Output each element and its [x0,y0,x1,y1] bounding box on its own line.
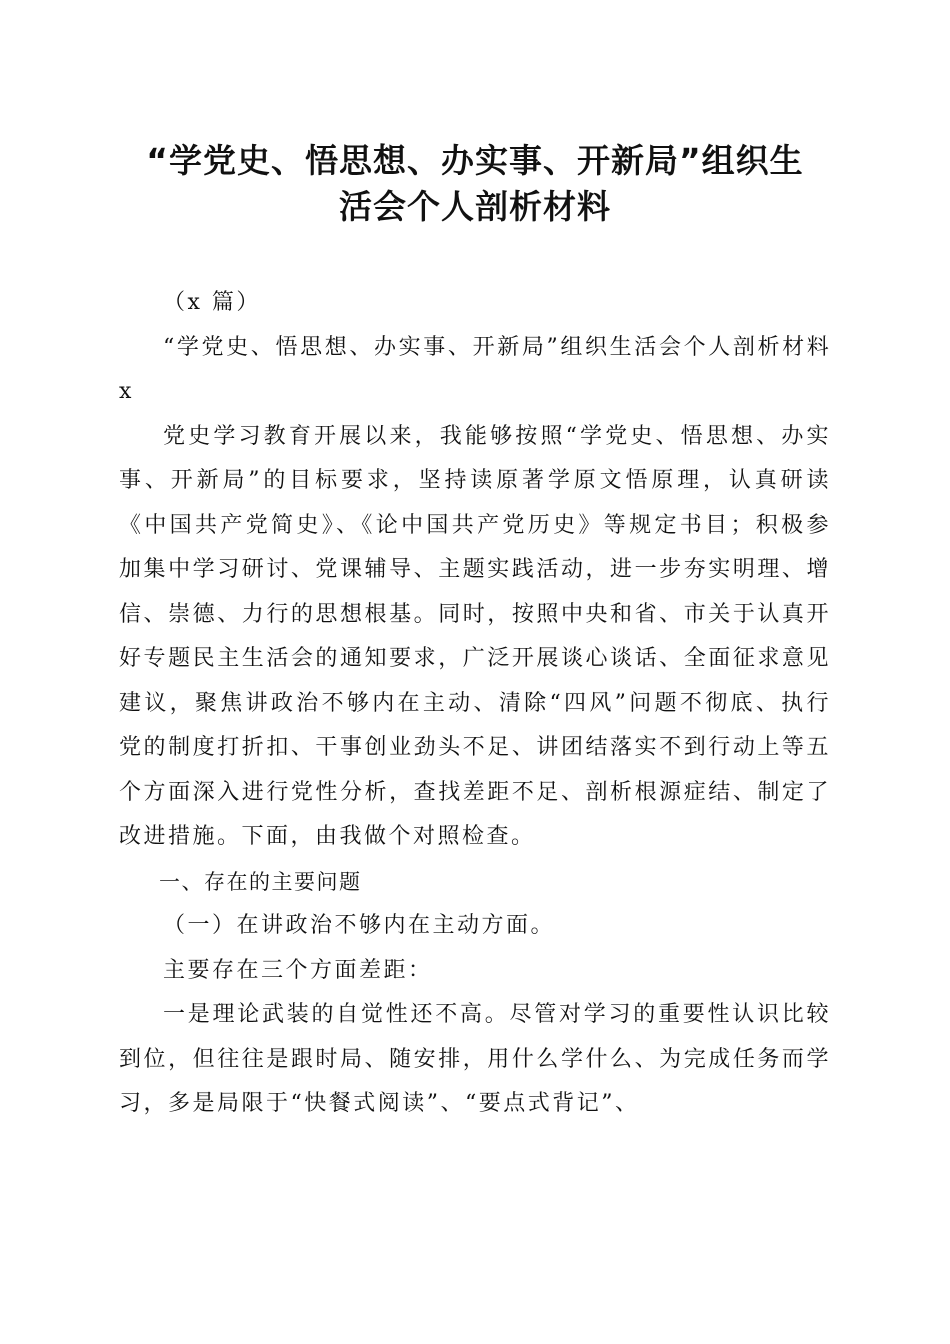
repeated-heading: “学党史、悟思想、办实事、开新局”组织生活会个人剖析材料 x [119,334,831,404]
subsection-1-heading: （一）在讲政治不够内在主动方面。 [163,913,556,938]
title-line-1: “学党史、悟思想、办实事、开新局”组织生 [146,141,804,180]
point-1-paragraph [119,993,831,1127]
point-1-text: 尽管对学习的重要性认识比较到位，但往往是跟时局、随安排，用什么学什么、为完成任务而学习，多是局限于“快餐式阅读”、“要点式背记”、 [119,1002,831,1116]
document-title [120,138,830,230]
intro-paragraph: 党史学习教育开展以来，我能够按照“学党史、悟思想、办实事、开新局”的目标要求，坚持读原著学原文悟原理，认真研读《中国共产党简史》、《论中国共产党历史》等规定书目；积极参加集中学习研讨、党课辅导、主题实践活动，进一步夯实明理、增信、崇德、力行的思想根基。同时，按照中央和省、市关于认真开好专题民主生活会的通知要求，广泛开展谈心谈话、全面征求意见建议，聚焦讲政治不够内在主动、清除“四风”问题不彻底、执行党的制度打折扣、干事创业劲头不足、讲团结落实不到行动上等五个方面深入进行党性分析，查找差距不足、剖析根源症结、制定了改进措施。下面，由我做个对照检查。 [119,423,831,849]
section-1-heading: 一、存在的主要问题 [159,869,362,894]
document-body [119,281,831,1127]
title-line-2: 活会个人剖析材料 [339,187,611,226]
point-1-lead: 一是理论武装的自觉性还不高。 [163,1002,510,1027]
subsection-1-intro: 主要存在三个方面差距： [163,957,433,983]
subtitle: （x 篇） [163,290,261,315]
